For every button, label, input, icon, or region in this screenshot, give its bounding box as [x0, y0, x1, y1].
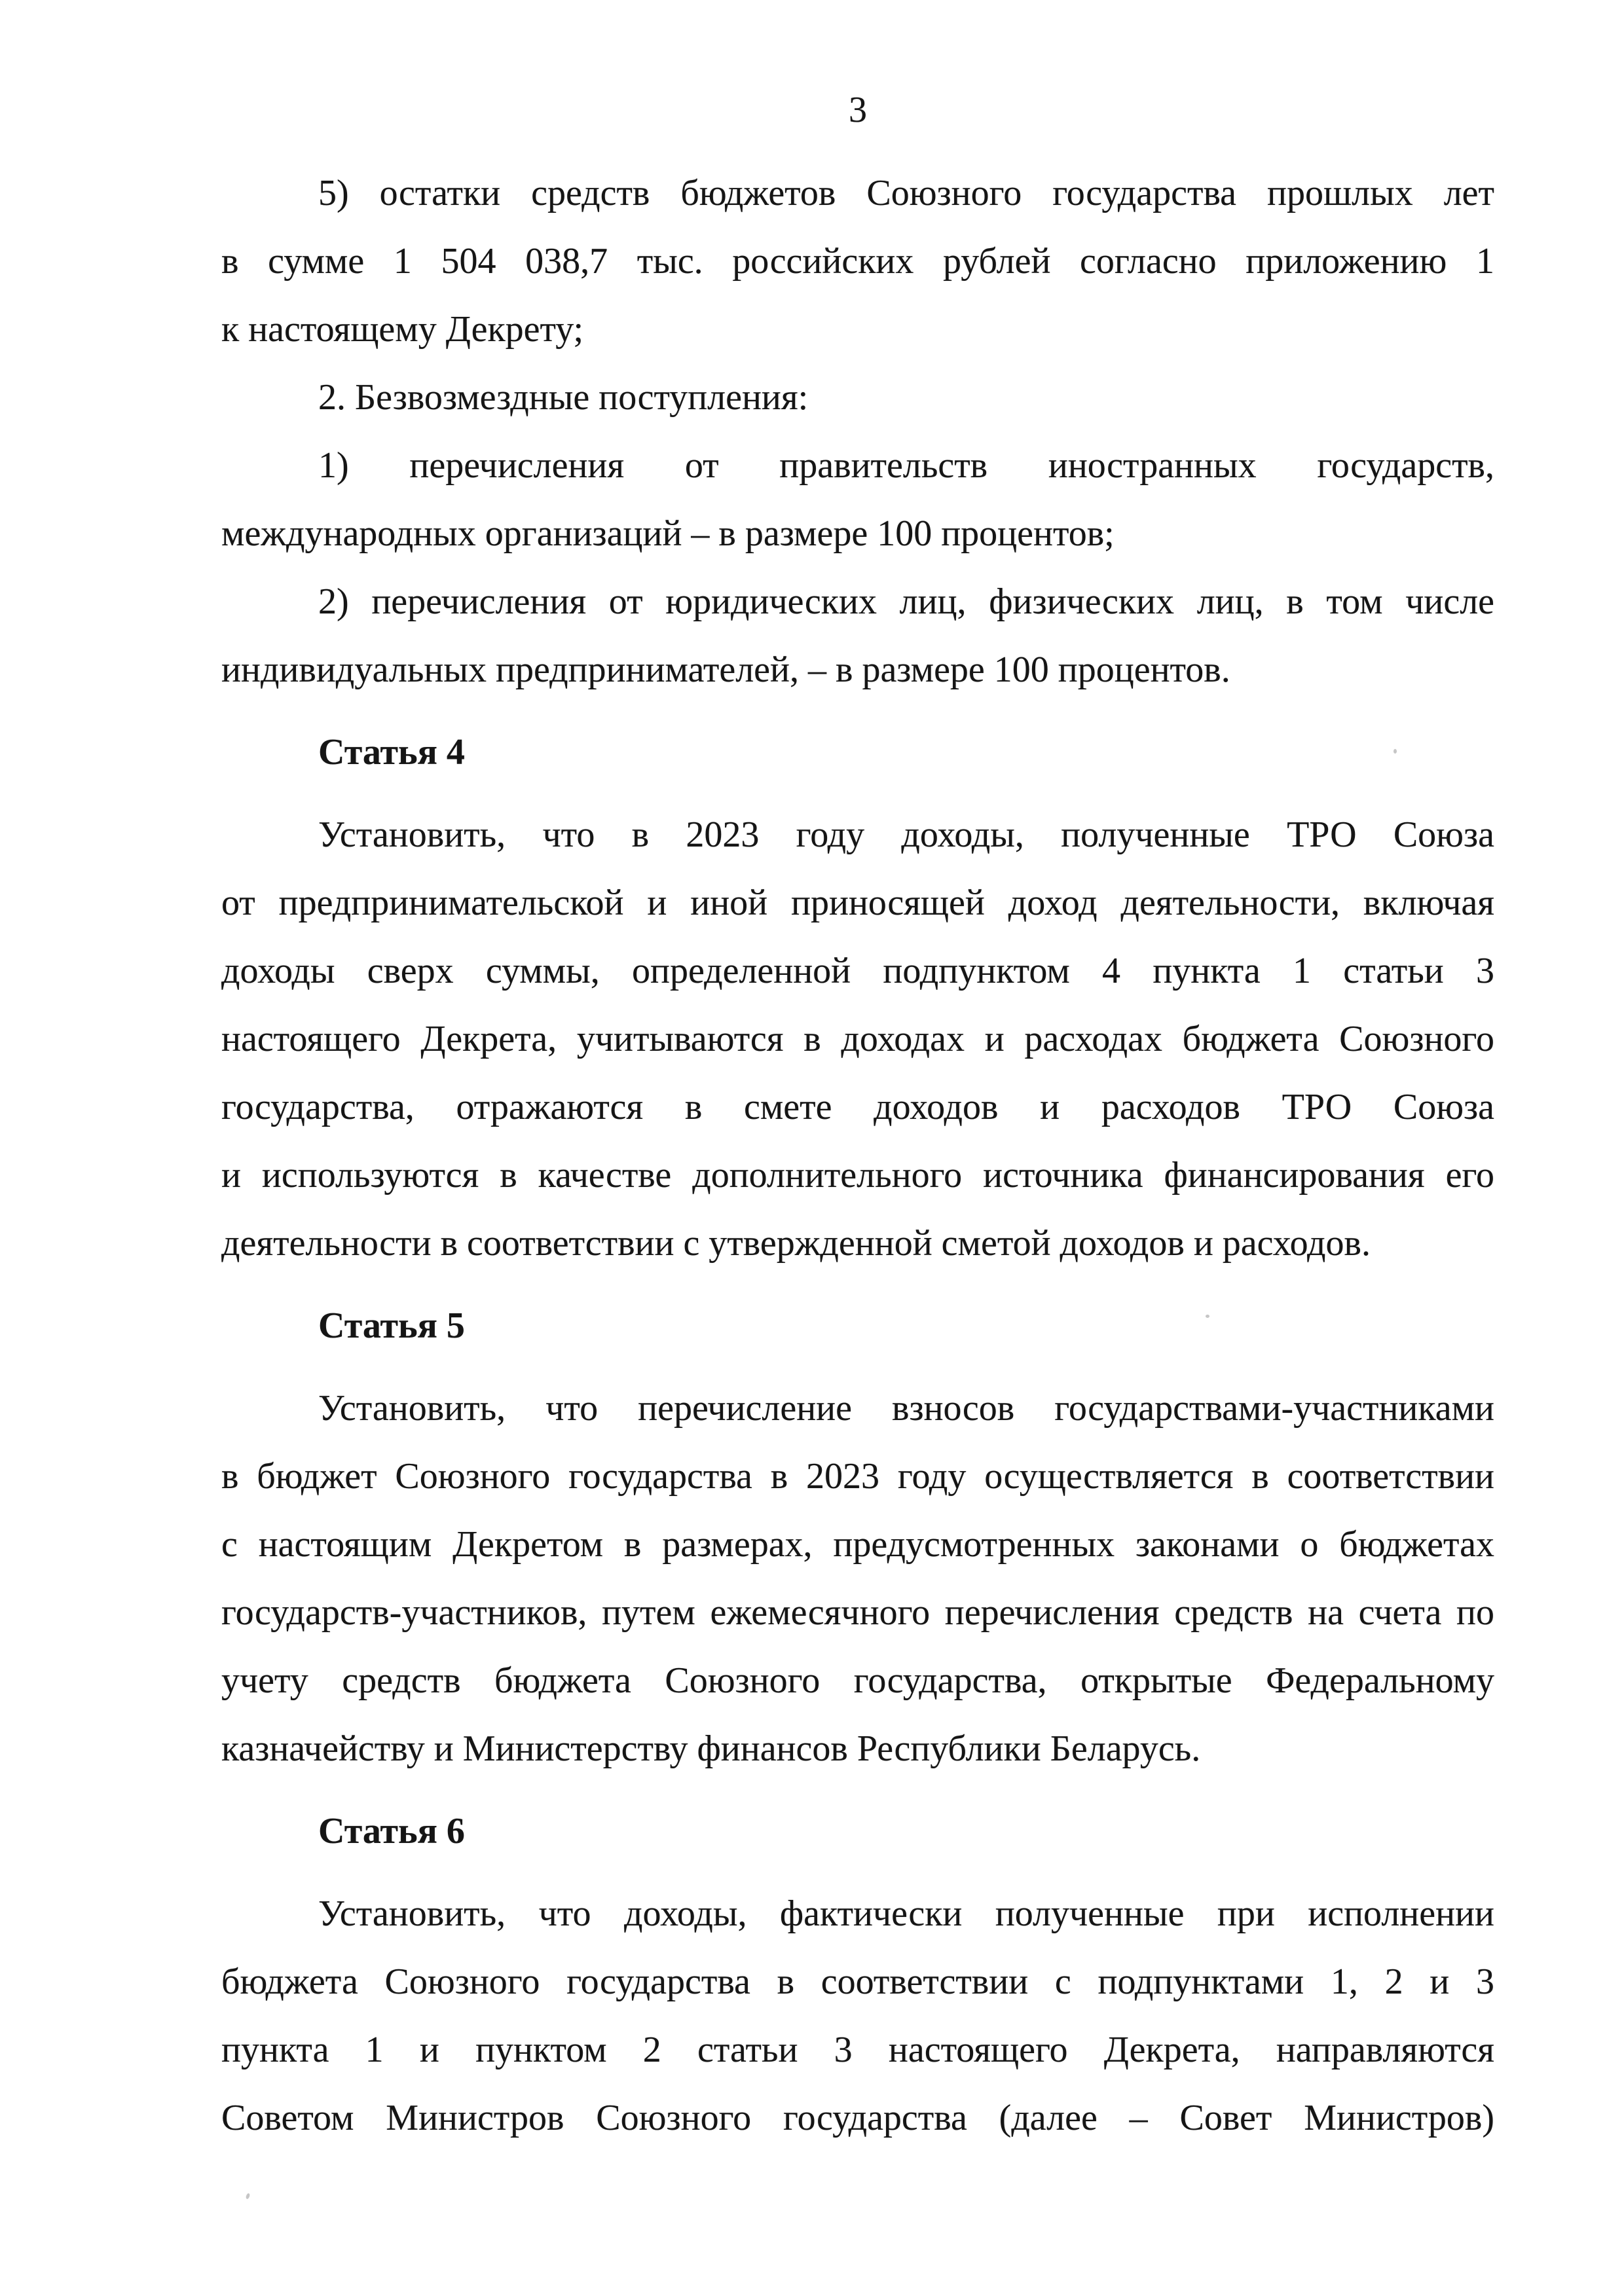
text-line: от предпринимательской и иной приносящей доход деятельности, включая — [221, 883, 1494, 923]
text-line: бюджета Союзного государства в соответствии с подпунктами 1, 2 и 3 — [221, 1961, 1494, 2002]
text-line: и используются в качестве дополнительного источника финансирования его — [221, 1155, 1494, 1195]
text-line: доходы сверх суммы, определенной подпунктом 4 пункта 1 статьи 3 — [221, 951, 1494, 991]
scan-speck — [1206, 1315, 1209, 1318]
article-heading: Статья 5 — [318, 1305, 465, 1346]
text-line: пункта 1 и пунктом 2 статьи 3 настоящего Декрета, направляются — [221, 2030, 1494, 2070]
text-line: международных организаций – в размере 100 процентов; — [221, 513, 1115, 554]
text-line: с настоящим Декретом в размерах, предусмотренных законами о бюджетах — [221, 1524, 1494, 1565]
text-line: к настоящему Декрету; — [221, 309, 584, 350]
article-heading: Статья 6 — [318, 1811, 465, 1851]
scan-speck — [246, 2193, 251, 2199]
text-line: Установить, что в 2023 году доходы, полученные ТРО Союза — [318, 814, 1494, 855]
text-line: индивидуальных предпринимателей, – в размере 100 процентов. — [221, 649, 1230, 690]
text-line: 2) перечисления от юридических лиц, физических лиц, в том числе — [318, 581, 1494, 622]
text-line: 5) остатки средств бюджетов Союзного государства прошлых лет — [318, 173, 1494, 213]
text-line: учету средств бюджета Союзного государства, открытые Федеральному — [221, 1660, 1494, 1701]
text-line: в сумме 1 504 038,7 тыс. российских рублей согласно приложению 1 — [221, 241, 1494, 282]
text-line: 2. Безвозмездные поступления: — [318, 377, 809, 418]
text-line: государства, отражаются в смете доходов и расходов ТРО Союза — [221, 1087, 1494, 1127]
text-line: 1) перечисления от правительств иностранных государств, — [318, 445, 1494, 486]
article-heading: Статья 4 — [318, 732, 465, 773]
document-body — [221, 159, 1494, 2152]
text-line: Советом Министров Союзного государства (далее – Совет Министров) — [221, 2098, 1494, 2138]
text-line: Установить, что перечисление взносов государствами-участниками — [318, 1388, 1494, 1429]
text-line: деятельности в соответствии с утвержденной сметой доходов и расходов. — [221, 1223, 1371, 1264]
page-number: 3 — [849, 90, 867, 130]
text-line: настоящего Декрета, учитываются в доходах и расходах бюджета Союзного — [221, 1019, 1494, 1059]
text-line: Установить, что доходы, фактически полученные при исполнении — [318, 1893, 1494, 1934]
text-line: государств-участников, путем ежемесячного перечисления средств на счета по — [221, 1592, 1494, 1633]
text-line: казначейству и Министерству финансов Республики Беларусь. — [221, 1728, 1201, 1769]
text-line: в бюджет Союзного государства в 2023 году осуществляется в соответствии — [221, 1456, 1494, 1497]
scan-speck — [1393, 749, 1397, 754]
